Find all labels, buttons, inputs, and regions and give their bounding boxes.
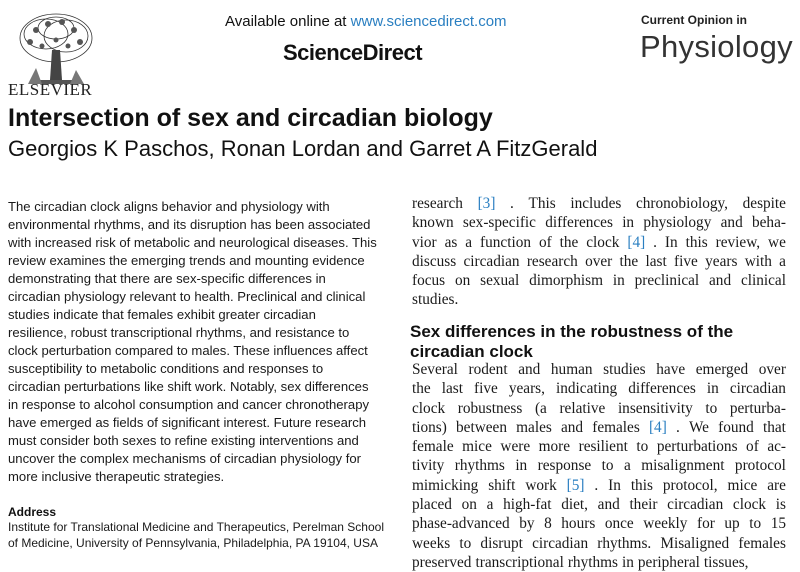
- section-body: [412, 360, 786, 572]
- word: resilient: [578, 438, 628, 456]
- word: in: [612, 272, 625, 290]
- section-body-line: [412, 514, 786, 533]
- word: .: [675, 418, 680, 436]
- word: we: [768, 233, 786, 251]
- intro-line: [412, 194, 786, 213]
- sciencedirect-link[interactable]: www.sciencedirect.com: [350, 13, 507, 30]
- word: are: [767, 476, 786, 494]
- word: ac-: [767, 438, 786, 456]
- word: that: [762, 418, 786, 436]
- word: 15: [770, 515, 786, 533]
- word: more: [538, 438, 571, 456]
- sciencedirect-logo: ScienceDirect: [283, 40, 423, 65]
- word: once: [604, 515, 634, 533]
- word: females: [592, 418, 640, 436]
- word: this: [630, 476, 653, 494]
- word: disrupt: [480, 534, 523, 552]
- word: five: [674, 252, 698, 270]
- word: a: [779, 252, 786, 270]
- section-body-line: [412, 379, 786, 398]
- word: .: [594, 476, 599, 494]
- word: transcriptional: [475, 553, 564, 571]
- address-heading: Address: [8, 505, 57, 519]
- address-line: of Medicine, University of Pennsylvania, Philadelphia, PA 19104, USA: [8, 536, 378, 550]
- word: were: [500, 438, 531, 456]
- section-body-line: [412, 553, 786, 572]
- abstract-line: in response to alcohol consumption and cancer chronotherapy: [8, 397, 370, 412]
- word: the: [412, 380, 431, 398]
- word: review,: [715, 233, 761, 251]
- word: peripheral: [637, 553, 700, 571]
- word: and: [518, 361, 541, 378]
- section-heading: [410, 322, 790, 362]
- abstract-line: environmental rhythms, and its disruption has been associated: [8, 217, 371, 232]
- word: for: [697, 515, 715, 533]
- abstract: [8, 198, 393, 486]
- intro-line: [412, 213, 786, 232]
- article-title: Intersection of sex and circadian biology: [8, 104, 493, 132]
- word: and: [597, 496, 620, 514]
- word: over: [758, 361, 786, 378]
- word: in: [515, 457, 528, 475]
- abstract-line: review examines the emerging trends and mounting evidence: [8, 253, 365, 268]
- word: perturba-: [729, 399, 786, 417]
- word: preclinical: [634, 272, 700, 290]
- word: chronobiology,: [635, 195, 728, 212]
- word: five: [474, 380, 498, 398]
- word: high-fat: [503, 496, 552, 514]
- abstract-line: studies indicate that females exhibit greater circadian: [8, 307, 316, 322]
- word: differences: [545, 214, 613, 232]
- availability-line: [225, 13, 507, 30]
- word: sexual: [480, 272, 520, 290]
- intro-line: [412, 233, 786, 252]
- abstract-line: uncover the complex mechanisms of circadian physiology for: [8, 451, 361, 466]
- word: in: [706, 380, 719, 398]
- abstract-line: susceptibility to metabolic conditions and responses to: [8, 361, 324, 376]
- word: shift: [488, 476, 516, 494]
- word: Several: [412, 361, 458, 378]
- word: tissues,: [703, 553, 749, 571]
- word: as: [444, 233, 458, 251]
- word: and: [720, 214, 743, 232]
- word: indicating: [555, 380, 618, 398]
- word: physiology: [643, 214, 712, 232]
- word: tions): [412, 418, 447, 436]
- abstract-line: The circadian clock aligns behavior and physiology with: [8, 199, 330, 214]
- word: studies.: [412, 291, 459, 309]
- word: to: [749, 515, 762, 533]
- word: despite: [742, 195, 786, 212]
- word: known: [412, 214, 454, 232]
- word: years: [705, 252, 738, 270]
- abstract-line: circadian physiology relevant to health. Preclinical and clinical: [8, 289, 366, 304]
- word: weekly: [643, 515, 688, 533]
- word: circadian: [667, 496, 724, 514]
- word: response: [537, 457, 592, 475]
- word: sex-specific: [462, 214, 536, 232]
- address-line: Institute for Translational Medicine and Therapeutics, Perelman School: [8, 520, 384, 534]
- intro-paragraph: [412, 194, 786, 310]
- word: rhythms: [567, 553, 618, 571]
- intro-line: [412, 290, 786, 309]
- citation-link[interactable]: [4]: [627, 233, 646, 251]
- section-body-line: [412, 534, 786, 553]
- word: females: [738, 534, 786, 552]
- citation-link[interactable]: [5]: [566, 476, 585, 494]
- word: research: [412, 195, 463, 212]
- word: over: [585, 252, 613, 270]
- word: includes: [570, 195, 622, 212]
- word: misalignment: [641, 457, 725, 475]
- word: robustness: [457, 399, 523, 417]
- word: preserved: [412, 553, 472, 571]
- section-body-line: [412, 456, 786, 475]
- abstract-line: circadian perturbations like shift work. Notably, sex differences: [8, 379, 369, 394]
- word: found: [718, 418, 754, 436]
- abstract-line: have emerged as fields of significant interest. Future research: [8, 415, 367, 430]
- word: and: [560, 418, 584, 436]
- word: placed: [412, 496, 452, 514]
- word: research: [526, 252, 578, 270]
- word: phase-advanced: [412, 515, 510, 533]
- word: to: [705, 399, 718, 417]
- word: weeks: [412, 534, 451, 552]
- word: human: [550, 361, 593, 378]
- section-body-line: [412, 495, 786, 514]
- word: .: [653, 233, 657, 251]
- word: female: [412, 438, 454, 456]
- publisher-name: ELSEVIER: [8, 80, 93, 99]
- word: rhythms: [454, 457, 505, 475]
- word: Misaligned: [660, 534, 730, 552]
- section-body-line: [412, 437, 786, 456]
- word: protocol: [734, 457, 786, 475]
- word: their: [629, 496, 658, 514]
- abstract-line: must consider both sexes to refine existing interventions and: [8, 433, 359, 448]
- elsevier-tree-icon: [6, 10, 106, 88]
- word: to: [459, 534, 472, 552]
- word: with: [744, 252, 772, 270]
- word: mice: [727, 476, 758, 494]
- word: differences: [628, 380, 696, 398]
- word: have: [656, 361, 686, 378]
- word: function: [480, 233, 531, 251]
- word: .: [510, 195, 514, 212]
- word: beha-: [751, 214, 786, 232]
- word: mice: [462, 438, 492, 456]
- word: insensitivity: [617, 399, 693, 417]
- word: perturbations: [656, 438, 738, 456]
- available-prefix: Available online at: [225, 13, 351, 30]
- word: circadian: [463, 252, 520, 270]
- article-authors: Georgios K Paschos, Ronan Lordan and Garret A FitzGerald: [8, 136, 598, 161]
- abstract-line: more inclusive therapeutic strategies.: [8, 469, 225, 484]
- word: years,: [508, 380, 545, 398]
- address-text: [8, 519, 393, 551]
- word: mimicking: [412, 476, 479, 494]
- section-heading-line: circadian clock: [410, 342, 533, 361]
- word: This: [528, 195, 556, 212]
- word: in: [621, 553, 634, 571]
- word: (a: [534, 399, 547, 417]
- word: In: [664, 233, 678, 251]
- section-body-line: [412, 476, 786, 495]
- word: tivity: [412, 457, 445, 475]
- word: males: [516, 418, 552, 436]
- word: and: [709, 272, 732, 290]
- section-body-line: [412, 360, 786, 379]
- word: the: [559, 233, 579, 251]
- word: last: [645, 252, 667, 270]
- word: to: [601, 457, 614, 475]
- word: relative: [559, 399, 606, 417]
- word: diet,: [561, 496, 588, 514]
- word: last: [441, 380, 463, 398]
- journal-name: Physiology: [640, 29, 793, 64]
- section-body-line: [412, 418, 786, 437]
- word: a: [623, 457, 631, 475]
- word: a: [465, 233, 473, 251]
- citation-link[interactable]: [4]: [648, 418, 667, 436]
- abstract-line: demonstrating that there are sex-specific differences in: [8, 271, 326, 286]
- word: between: [456, 418, 507, 436]
- word: the: [619, 252, 639, 270]
- word: in: [622, 214, 635, 232]
- word: of: [746, 438, 759, 456]
- section-heading-line: Sex differences in the robustness of the: [410, 322, 734, 341]
- word: In: [608, 476, 621, 494]
- word: dimorphism: [529, 272, 603, 290]
- abstract-line: with increased risk of metabolic and neurological diseases. This: [8, 235, 377, 250]
- section-body-line: [412, 399, 786, 418]
- word: circadian: [729, 380, 786, 398]
- word: discuss: [412, 252, 457, 270]
- citation-link[interactable]: [3]: [477, 195, 496, 212]
- journal-series: Current Opinion in: [641, 13, 747, 27]
- word: up: [724, 515, 740, 533]
- word: on: [461, 496, 477, 514]
- word: clock: [412, 399, 446, 417]
- word: work: [525, 476, 557, 494]
- word: hours: [561, 515, 596, 533]
- word: this: [685, 233, 708, 251]
- word: protocol,: [662, 476, 718, 494]
- abstract-line: resilience, robust transcriptional rhythms, and resistance to: [8, 325, 350, 340]
- intro-line: [412, 252, 786, 271]
- word: of: [538, 233, 552, 251]
- word: rodent: [468, 361, 508, 378]
- word: clinical: [740, 272, 786, 290]
- word: circadian: [532, 534, 589, 552]
- word: to: [636, 438, 649, 456]
- word: on: [454, 272, 471, 290]
- word: rhythms.: [597, 534, 652, 552]
- word: by: [519, 515, 535, 533]
- word: emerged: [695, 361, 749, 378]
- word: studies: [603, 361, 646, 378]
- intro-line: [412, 271, 786, 290]
- word: We: [688, 418, 709, 436]
- word: focus: [412, 272, 446, 290]
- word: 8: [544, 515, 552, 533]
- abstract-line: clock perturbation compared to males. These influences affect: [8, 343, 368, 358]
- word: is: [775, 496, 786, 514]
- word: vior: [412, 233, 437, 251]
- word: clock: [732, 496, 767, 514]
- word: a: [486, 496, 494, 514]
- word: clock: [586, 233, 620, 251]
